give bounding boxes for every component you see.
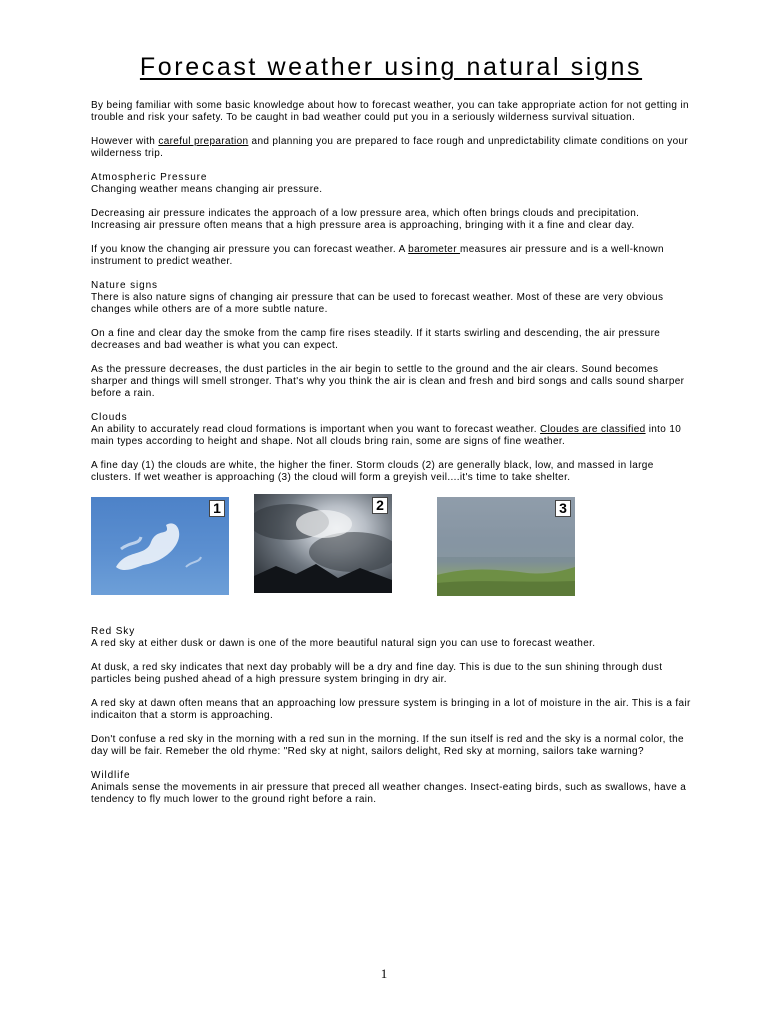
- intro-paragraph: By being familiar with some basic knowledge about how to forecast weather, you can take appropriate action for not getting in trouble and risk your safety. To be caught in bad weather could put you in a seriously wilderness survival situation.: [91, 100, 689, 123]
- paragraph: Changing weather means changing air pressure.: [91, 184, 323, 195]
- section-heading-red-sky: Red Sky: [91, 626, 136, 637]
- text: measures air pressure and is a well-known instrument to predict weather.: [91, 244, 664, 267]
- section-heading-atmospheric-pressure: Atmospheric Pressure: [91, 172, 208, 183]
- paragraph: [91, 424, 691, 448]
- text: An ability to accurately read cloud formations is important when you want to forecast weather.: [91, 424, 541, 435]
- paragraph: [91, 244, 691, 268]
- barometer-link[interactable]: barometer: [408, 244, 461, 255]
- paragraph: As the pressure decreases, the dust particles in the air begin to settle to the ground and the air clears. Sound becomes sharper and things will smell stronger. That's why you think the air is clean and fresh and bird songs and calls sound sharper before a rain.: [91, 364, 685, 399]
- document-title: Forecast weather using natural signs: [139, 53, 643, 81]
- image-number-label: 2: [372, 497, 388, 514]
- text: However with: [91, 136, 159, 147]
- careful-preparation-link[interactable]: careful preparation: [158, 136, 249, 147]
- section-heading-clouds: Clouds: [91, 412, 128, 423]
- image-number-label: 3: [555, 500, 571, 517]
- paragraph: A red sky at dawn often means that an approaching low pressure system is bringing in a lot of moisture in the air. This is a fair indicaiton that a storm is approaching.: [91, 698, 691, 721]
- greyish-veil-clouds-image: [437, 497, 575, 596]
- section-heading-nature-signs: Nature signs: [91, 280, 158, 291]
- paragraph: There is also nature signs of changing air pressure that can be used to forecast weather. Most of these are very obvious changes while others are of a more subtle nature.: [91, 292, 664, 315]
- paragraph: At dusk, a red sky indicates that next day probably will be a dry and fine day. This is due to the sun shining through dust particles being pushed ahead of a high pressure system bringing in dry air.: [91, 662, 663, 685]
- text: If you know the changing air pressure you can forecast weather. A: [91, 244, 409, 255]
- paragraph: Decreasing air pressure indicates the approach of a low pressure area, which often brings clouds and precipitation. Increasing air pressure often means that a high pressure area is approaching, bringing with it a fine and clear day.: [91, 208, 640, 231]
- fine-weather-clouds-image: [91, 497, 229, 595]
- paragraph: A fine day (1) the clouds are white, the higher the finer. Storm clouds (2) are generally black, low, and massed in large clusters. If wet weather is approaching (3) the cloud will form a greyish veil....it's time to take shelter.: [91, 460, 654, 483]
- cloud-images-row: [91, 496, 691, 596]
- text: and planning you are prepared to face rough and unpredictability climate conditions on your wilderness trip.: [91, 136, 689, 159]
- image-number-label: 1: [209, 500, 225, 517]
- paragraph: Animals sense the movements in air pressure that preced all weather changes. Insect-eating birds, such as swallows, have a tendency to fly much lower to the ground right before a rain.: [91, 782, 687, 805]
- paragraph: Don't confuse a red sky in the morning with a red sun in the morning. If the sun itself is red and the sky is a normal color, the day will be fair. Remeber the old rhyme: "Red sky at night, sailors delight, Red sky at morning, sailors take warning?: [91, 734, 684, 757]
- intro-paragraph-2: [91, 136, 691, 160]
- section-heading-wildlife: Wildlife: [91, 770, 131, 781]
- clouds-classified-link[interactable]: Cloudes are classified: [540, 424, 646, 435]
- document-page: [91, 52, 691, 818]
- page-number: 1: [380, 966, 388, 981]
- paragraph: On a fine and clear day the smoke from the camp fire rises steadily. If it starts swirling and descending, the air pressure decreases and bad weather is what you can expect.: [91, 328, 661, 351]
- text: into 10 main types according to height and shape. Not all clouds bring rain, some are signs of fine weather.: [91, 424, 682, 447]
- paragraph: A red sky at either dusk or dawn is one of the more beautiful natural sign you can use to forecast weather.: [91, 638, 596, 649]
- storm-clouds-image: [254, 494, 392, 593]
